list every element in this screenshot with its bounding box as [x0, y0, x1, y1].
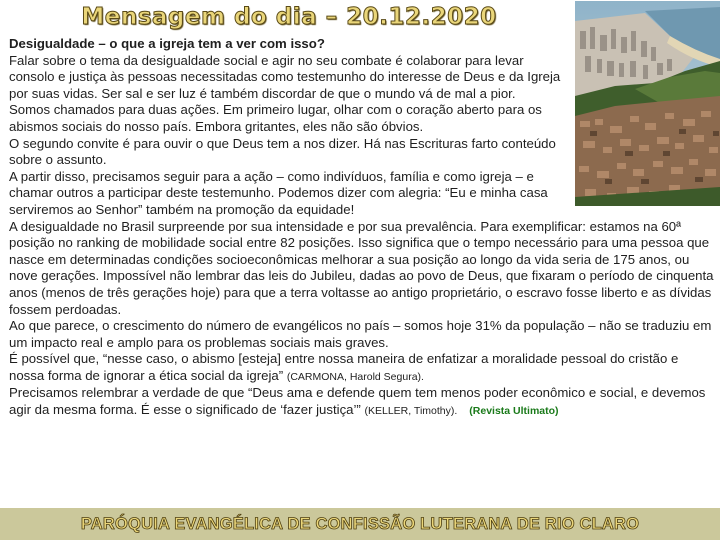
article-body — [9, 36, 717, 420]
citation-keller: (KELLER, Timothy). — [364, 405, 458, 418]
page-title: Mensagem do dia – 20.12.2020 — [81, 4, 497, 30]
article-heading: Desigualdade – o que a igreja tem a ver com isso? — [9, 36, 325, 51]
paragraph-1: Falar sobre o tema da desigualdade social e agir no seu combate é colaborar para levar consolo e justiça às pessoas necessitadas como testemunho do interesse de Deus e da Igreja por suas vidas. Ser sal e ser luz é também discordar de que o mundo vá de mal a pior. — [9, 52, 561, 101]
paragraph-4: A partir disso, precisamos seguir para a ação – como indivíduos, família e como igreja – e chamar outros a participar deste testemunho. Podemos dizer com alegria: “Eu e minha casa serviremos ao Senhor” também na promoção da equidade! — [9, 168, 548, 217]
paragraph-6: Ao que parece, o crescimento do número de evangélicos no país – somos hoje 31% da população – não se traduziu em um impacto real e amplo para os problemas sociais mais graves. — [9, 318, 712, 350]
paragraph-2: Somos chamados para duas ações. Em primeiro lugar, olhar com o coração aberto para os abismos sociais do nosso país. Embora gritantes, eles não são óbvios. — [9, 102, 542, 134]
footer-banner — [0, 508, 720, 540]
paragraph-8 — [9, 385, 717, 419]
paragraph-7-text: É possível que, “nesse caso, o abismo [esteja] entre nossa maneira de enfatizar a moralidade pessoal do cristão e nossa forma de ignorar a ética social da igreja” — [9, 351, 679, 383]
paragraph-5: A desigualdade no Brasil surpreende por sua intensidade e por sua prevalência. Para exemplificar: estamos na 60ª posição no ranking de mobilidade social entre 82 posições. Isso significa que o tempo necessário para uma pessoa que nasce em determinadas condições socioeconômicas melhorar a sua posição ao longo da vida seria de 175 anos, ou nove gerações. Impossível não lembrar das leis do Jubileu, dadas ao povo de Deus, que fixaram o período de cinquenta anos (menos de três gerações hoje) para que a terra voltasse ao antigo proprietário, o escravo fosse liberto e as dívidas fossem perdoadas. — [9, 218, 714, 317]
citation-carmona: (CARMONA, Harold Segura). — [286, 370, 424, 383]
paragraph-8-text: Precisamos relembrar a verdade de que “Deus ama e defende quem tem menos poder econômico e social, e devemos agir da mesma forma. É esse o significado de ‘fazer justiça’” — [9, 385, 706, 418]
source-label: (Revista Ultimato) — [469, 405, 559, 418]
paragraph-3: O segundo convite é para ouvir o que Deus tem a nos dizer. Há nas Escrituras farto conteúdo sobre o assunto. — [9, 135, 556, 168]
paragraph-7 — [9, 351, 717, 385]
footer-text: PARÓQUIA EVANGÉLICA DE CONFISSÃO LUTERANA DE RIO CLARO — [80, 515, 640, 533]
